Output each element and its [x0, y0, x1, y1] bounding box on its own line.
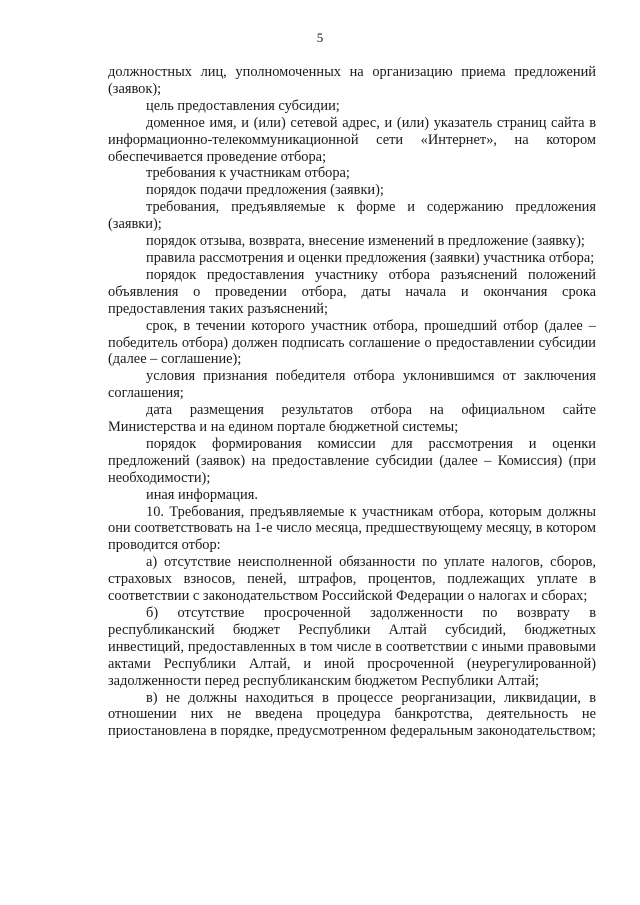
paragraph: иная информация.: [146, 486, 258, 503]
paragraph: б) отсутствие просроченной задолженности по возврату в республиканский бюджет Республики Алтай субсидий, бюджетных инвестиций, предоставленных в том числе в соответствии с иными правовыми актами Республики Алтай, и иной просроченной (неурегулированной) задолженности перед республиканским бюджетом Республики Алтай;: [108, 605, 596, 689]
paragraph: порядок отзыва, возврата, внесение изменений в предложение (заявку);: [146, 233, 585, 250]
paragraph: порядок формирования комиссии для рассмотрения и оценки предложений (заявок) на предоставление субсидии (далее – Комиссия) (при необходимости);: [108, 435, 596, 486]
paragraph: требования к участникам отбора;: [146, 165, 350, 182]
paragraph: порядок подачи предложения (заявки);: [146, 182, 384, 199]
paragraph: а) отсутствие неисполненной обязанности по уплате налогов, сборов, страховых взносов, пеней, штрафов, процентов, подлежащих уплате в соответствии с законодательством Российской Федерации о налогах и сборах;: [108, 554, 596, 605]
paragraph: дата размещения результатов отбора на официальном сайте Министерства и на едином портале бюджетной системы;: [108, 402, 596, 436]
paragraph: доменное имя, и (или) сетевой адрес, и (или) указатель страниц сайта в информационно-телекоммуникационной сети «Интернет», на котором обеспечивается проведение отбора;: [108, 114, 596, 165]
page-number: 5: [316, 30, 324, 45]
paragraph: условия признания победителя отбора уклонившимся от заключения соглашения;: [108, 368, 596, 402]
paragraph: срок, в течении которого участник отбора, прошедший отбор (далее – победитель отбора) должен подписать соглашение о предоставлении субсидии (далее – соглашение);: [108, 317, 596, 368]
paragraph: порядок предоставления участнику отбора разъяснений положений объявления о проведении отбора, даты начала и окончания срока предоставления таких разъяснений;: [108, 266, 596, 317]
paragraph: цель предоставления субсидии;: [146, 97, 340, 114]
paragraph: в) не должны находиться в процессе реорганизации, ликвидации, в отношении них не введена процедура банкротства, деятельность не приостановлена в порядке, предусмотренном федеральным законодательством;: [108, 689, 596, 740]
document-body: [108, 64, 596, 740]
paragraph: должностных лиц, уполномоченных на организацию приема предложений (заявок);: [108, 64, 596, 97]
paragraph: 10. Требования, предъявляемые к участникам отбора, которым должны они соответствовать на 1-е число месяца, предшествующему месяцу, в котором проводится отбор:: [108, 503, 596, 554]
paragraph: правила рассмотрения и оценки предложения (заявки) участника отбора;: [146, 249, 595, 266]
paragraph: требования, предъявляемые к форме и содержанию предложения (заявки);: [108, 199, 596, 233]
